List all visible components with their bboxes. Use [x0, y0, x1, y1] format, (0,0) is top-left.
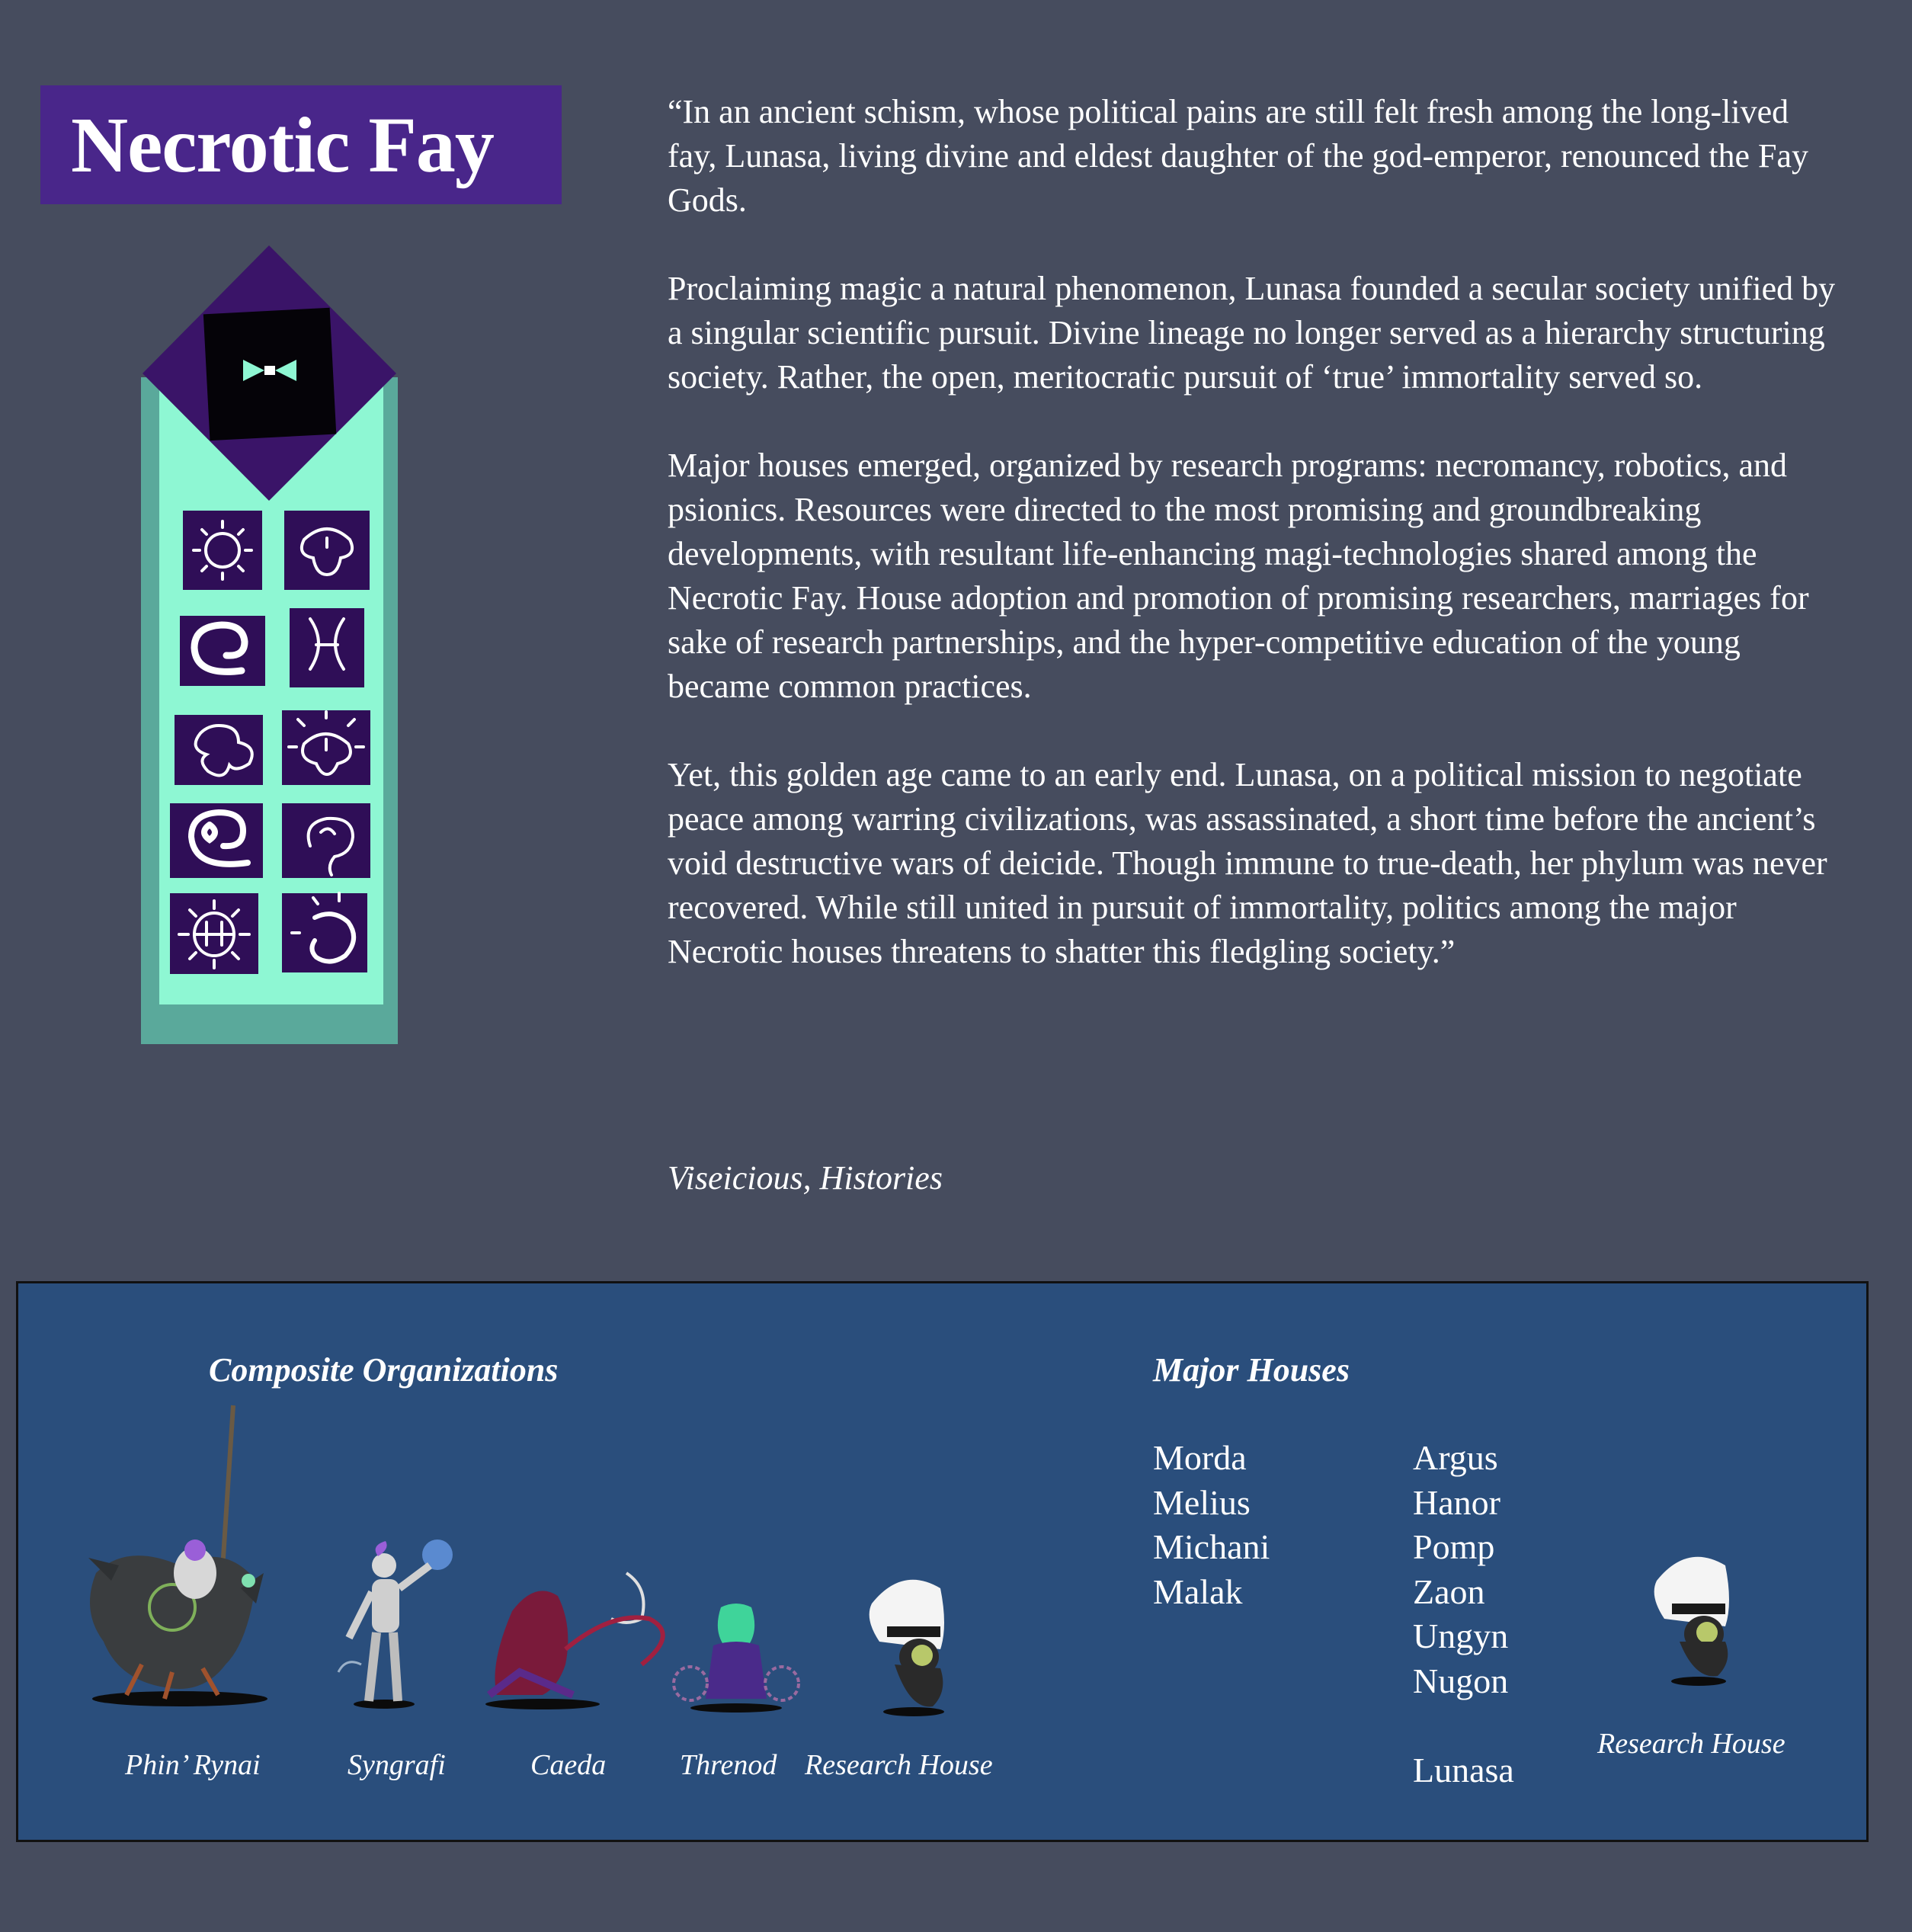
glyph-tile-4 — [290, 608, 364, 687]
house-name: Nugon — [1413, 1661, 1509, 1700]
major-houses-heading: Major Houses — [1153, 1351, 1350, 1389]
house-name: Zaon — [1413, 1572, 1485, 1611]
houses-column-1 — [1153, 1436, 1270, 1614]
house-name: Pomp — [1413, 1527, 1495, 1566]
research-house-figure-2 — [1649, 1550, 1748, 1687]
organizations-panel — [16, 1281, 1869, 1842]
quote-paragraph: “In an ancient schism, whose political pains are still felt fresh among the long-lived fay, Lunasa, living divine and eldest daughter of the god-emperor, renounced the Fay Gods. — [668, 93, 1809, 219]
syngrafi-figure — [323, 1535, 468, 1710]
house-name: Morda — [1153, 1438, 1247, 1477]
research-house-figure — [864, 1573, 963, 1718]
house-name: Malak — [1153, 1572, 1243, 1611]
quote-paragraph: Major houses emerged, organized by research programs: necromancy, robotics, and psionics. Resources were directed to the most promising and groundbreaking developments, with resultant life-enhancing magi-technologies shared among the Necrotic Fay. House adoption and promotion of promising researchers, marriages for sake of research partnerships, and the hyper-competitive education of the young became common practices. — [668, 447, 1809, 705]
house-name: Michani — [1153, 1527, 1270, 1566]
faction-banner — [141, 244, 398, 1044]
page-title: Necrotic Fay — [71, 101, 494, 189]
caption-syngrafi: Syngrafi — [347, 1749, 446, 1781]
houses-column-2 — [1413, 1436, 1508, 1703]
caption-phin-rynai: Phin’ Rynai — [125, 1749, 261, 1781]
quote-paragraph: Yet, this golden age came to an early end. Lunasa, on a political mission to negotiate peace among warring civilizations, was assassinated, a short time before the ancient’s void destructive wars of deicide. Though immune to true-death, her phylum was never recovered. While still united in pursuit of immortality, politics among the major Necrotic houses threatens to shatter this fledgling society.” — [668, 756, 1827, 970]
glyph-tile-2 — [284, 511, 370, 590]
glyph-tile-8 — [282, 803, 370, 878]
house-name: Argus — [1413, 1438, 1498, 1477]
caeda-figure — [482, 1565, 672, 1710]
composite-organizations-heading: Composite Organizations — [209, 1351, 559, 1389]
history-quote — [668, 90, 1841, 1018]
phin-rynai-figure — [73, 1398, 279, 1710]
house-name: Ungyn — [1413, 1616, 1509, 1655]
title-banner — [40, 85, 562, 204]
caption-caeda: Caeda — [530, 1749, 607, 1781]
caption-threnod: Threnod — [680, 1749, 777, 1781]
quote-attribution: Viseicious, Histories — [668, 1159, 943, 1197]
house-name: Melius — [1153, 1482, 1251, 1522]
caption-research-house: Research House — [805, 1749, 993, 1781]
quote-paragraph: Proclaiming magic a natural phenomenon, Lunasa founded a secular society unified by a singular scientific pursuit. Divine lineage no longer served as a hierarchy structuring society. Rather, the open, meritocratic pursuit of ‘true’ immortality served so. — [668, 270, 1836, 396]
house-lunasa: Lunasa — [1413, 1751, 1514, 1789]
caption-research-house-2: Research House — [1597, 1728, 1785, 1760]
house-name: Hanor — [1413, 1482, 1500, 1522]
threnod-figure — [668, 1600, 805, 1714]
